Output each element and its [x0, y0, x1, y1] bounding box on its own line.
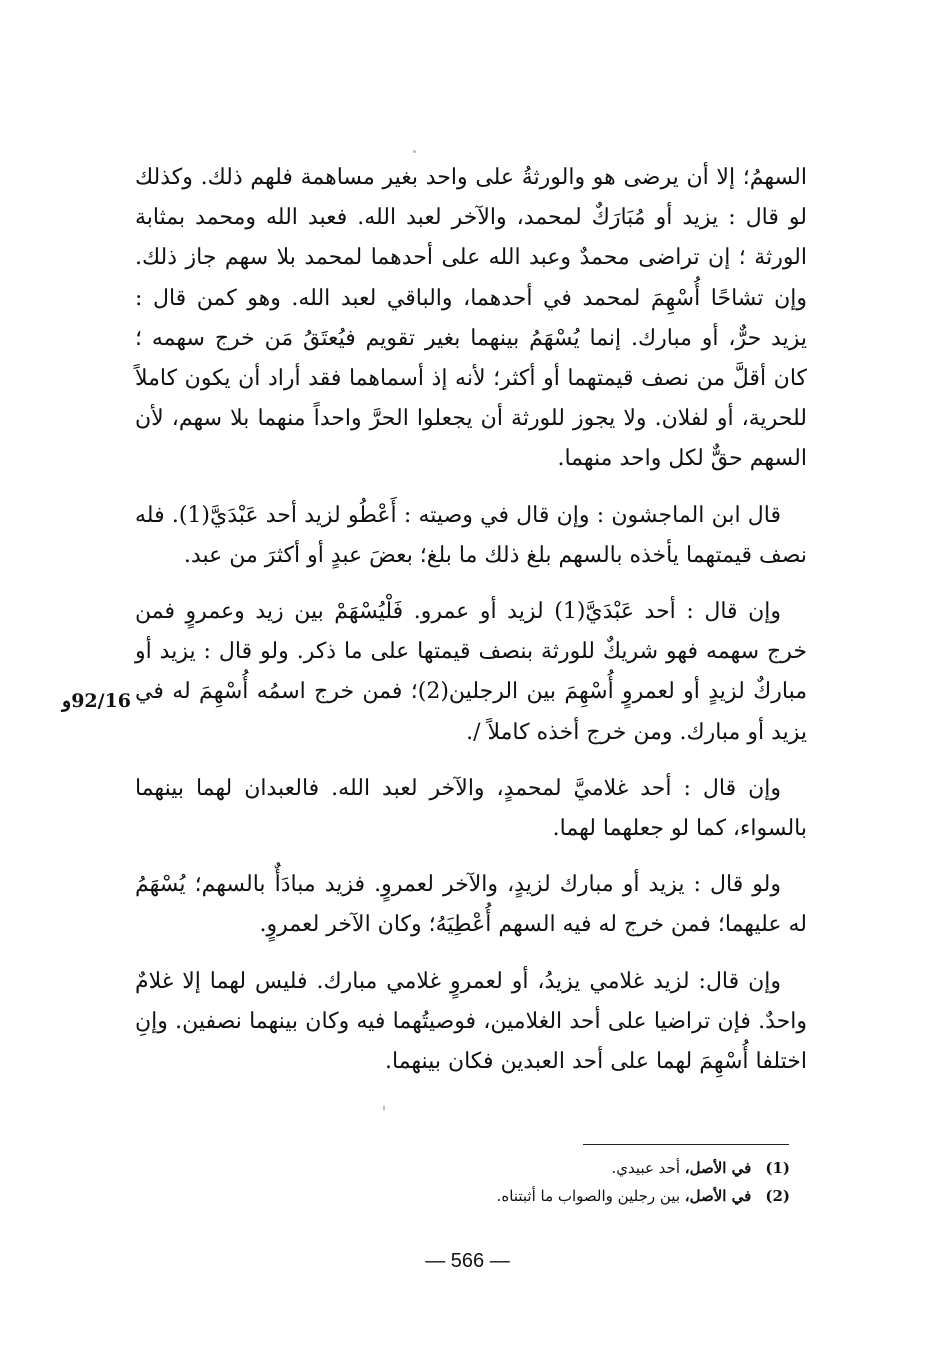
paragraph: ولو قال : يزيد أو مبارك لزيدٍ، والآخر لعمروٍ. فزيد مبادَأٌ بالسهم؛ يُسْهَمُ له عليهما؛ فمن خرج له فيه السهم أُعْطِيَهُ؛ وكان الآخر لعمروٍ. — [135, 872, 807, 938]
footnote-text: بين رجلين والصواب ما أثبتناه. — [496, 1187, 680, 1205]
footnote-item — [400, 1182, 790, 1210]
page-number: — 566 — — [425, 1250, 510, 1272]
scan-speck — [383, 1105, 385, 1111]
footnotes — [400, 1154, 790, 1210]
manuscript-folio-note: 92/16و — [62, 690, 132, 712]
footnote-body — [612, 1154, 752, 1182]
footnote-text: أحد عبيدي. — [611, 1159, 680, 1177]
footnote-lead: في الأصل، — [684, 1187, 752, 1205]
scan-speck — [413, 150, 416, 153]
footnote-item — [400, 1154, 790, 1182]
footnote-number: (1) — [765, 1159, 790, 1177]
paragraph: وإن قال : أحد غلاميَّ لمحمدٍ، والآخر لعبد الله. فالعبدان لهما بينهما بالسواء، كما لو جعلهما لهما. — [135, 775, 807, 842]
footnote-divider — [583, 1144, 789, 1145]
footnote-lead: في الأصل، — [684, 1159, 752, 1177]
paragraph: وإن قال : أحد عَبْدَيَّ(1) لزيد أو عمرو. فَلْيُسْهَمْ بين زيد وعمروٍ فمن خرج سهمه فهو شريكٌ للورثة بنصف قيمتها على ما ذكر. ولو قال : يزيد أو مباركٌ لزيدٍ أو لعمروٍ أُسْهِمَ بين الرجلين(2)؛ فمن خرج اسمُه أُسْهِمَ له في يزيد أو مبارك. ومن خرج أخذه كاملاً /. — [135, 599, 808, 745]
footnote-number: (2) — [765, 1187, 790, 1205]
main-text-block — [135, 158, 807, 1098]
paragraph: وإن قال: لزيد غلامي يزيدُ، أو لعمروٍ غلامي مبارك. فليس لهما إلا غلامٌ واحدٌ. فإن تراضيا على أحد الغلامين، فوصيتُهما فيه وكان بينهما نصفين. وإنِ اختلفا أُسْهِمَ لهما على أحد العبدين فكان بينهما. — [135, 968, 807, 1075]
footnote-body — [497, 1182, 752, 1210]
paragraph: قال ابن الماجشون : وإن قال في وصيته : أَعْطُو لزيد أحد عَبْدَيَّ(1). فله نصف قيمتهما يأخذه بالسهم بلغ ذلك ما بلغ؛ بعضَ عبدٍ أو أكثرَ من عبد. — [135, 502, 807, 568]
paragraph: السهمُ؛ إلا أن يرضى هو والورثةُ على واحد بغير مساهمة فلهم ذلك. وكذلك لو قال : يزيد أو مُبَارَكٌ لمحمد، والآخر لعبد الله. فعبد الله ومحمد بمثابة الورثة ؛ إن تراضى محمدٌ وعبد الله على أحدهما لمحمد بلا سهم جاز ذلك. وإن تشاحًا أُسْهِمَ لمحمد في أحدهما، والباقي لعبد الله. وهو كمن قال : يزيد حرٌّ، أو مبارك. إنما يُسْهَمُ بينهما بغير تقويم فيُعتَقُ مَن خرج سهمه ؛ كان أقلَّ من نصف قيمتهما أو أكثر؛ لأنه إذ أسماهما فقد أراد أن يكون كاملاً للحرية، أو لفلان. ولا يجوز للورثة أن يجعلوا الحرَّ واحداً منهما بلا سهم، لأن السهم حقٌّ لكل واحد منهما. — [135, 165, 807, 472]
